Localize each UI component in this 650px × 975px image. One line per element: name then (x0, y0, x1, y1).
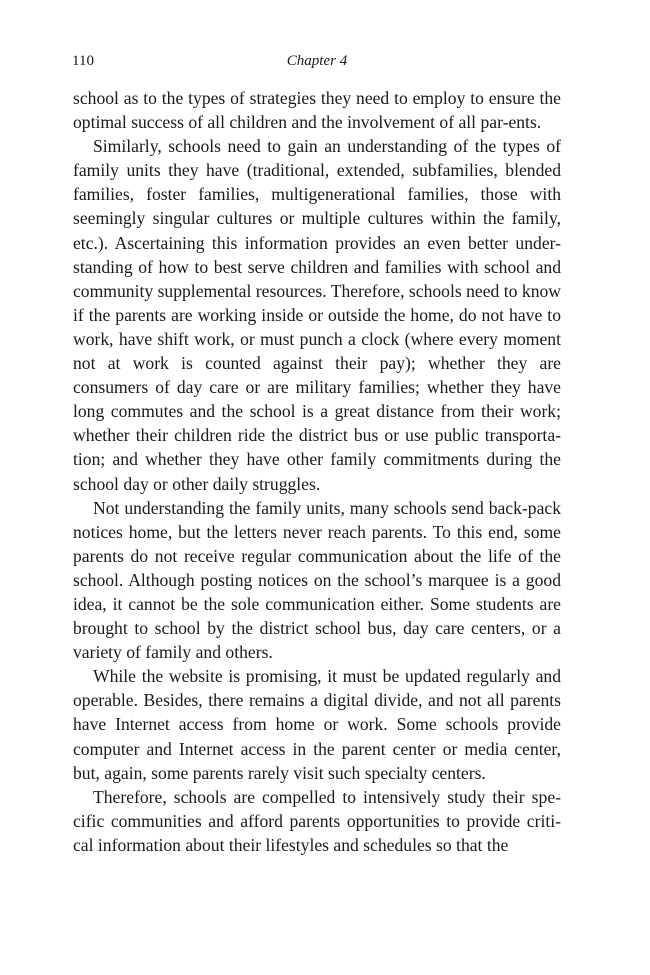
page-header (72, 53, 562, 73)
paragraph-study-communities: Therefore, schools are compelled to intensively study their spe-cific communities and afford parents opportunities to provide criti-cal information about their lifestyles and schedules so that the (73, 786, 561, 855)
paragraph-continued: school as to the types of strategies they need to employ to ensure the optimal success of all children and the involvement of all par-ents. (73, 88, 561, 133)
paragraph-website: While the website is promising, it must be updated regularly and operable. Besides, there remains a digital divide, and not all parents have Internet access from home or work. Some schools provide computer and Internet access in the parent center or media center, but, again, some parents rarely visit such specialty centers. (73, 666, 561, 783)
body-text (73, 86, 561, 857)
paragraph-backpack-notices: Not understanding the family units, many schools send back-pack notices home, but the letters never reach parents. To this end, some parents do not receive regular communication about the life of the school. Although posting notices on the school’s marquee is a good idea, it cannot be the sole communication either. Some students are brought to school by the district school bus, day care centers, or a variety of family and others. (73, 497, 561, 663)
page-number: 110 (72, 53, 94, 69)
chapter-title: Chapter 4 (286, 53, 348, 69)
paragraph-family-units: Similarly, schools need to gain an understanding of the types of family units they have (traditional, extended, subfamilies, blended families, foster families, multigenerational families, those with seemingly singular cultures or multiple cultures within the family, etc.). Ascertaining this information provides an even better under-standing of how to best serve children and families with school and community supplemental resources. Therefore, schools need to know if the parents are working inside or outside the home, do not have to work, have shift work, or must punch a clock (where every moment not at work is counted against their pay); whether they are consumers of day care or are military families; whether they have long commutes and the school is a great distance from their work; whether their children ride the district bus or use public transporta-tion; and whether they have other family commitments during the school day or other daily struggles. (73, 136, 561, 494)
